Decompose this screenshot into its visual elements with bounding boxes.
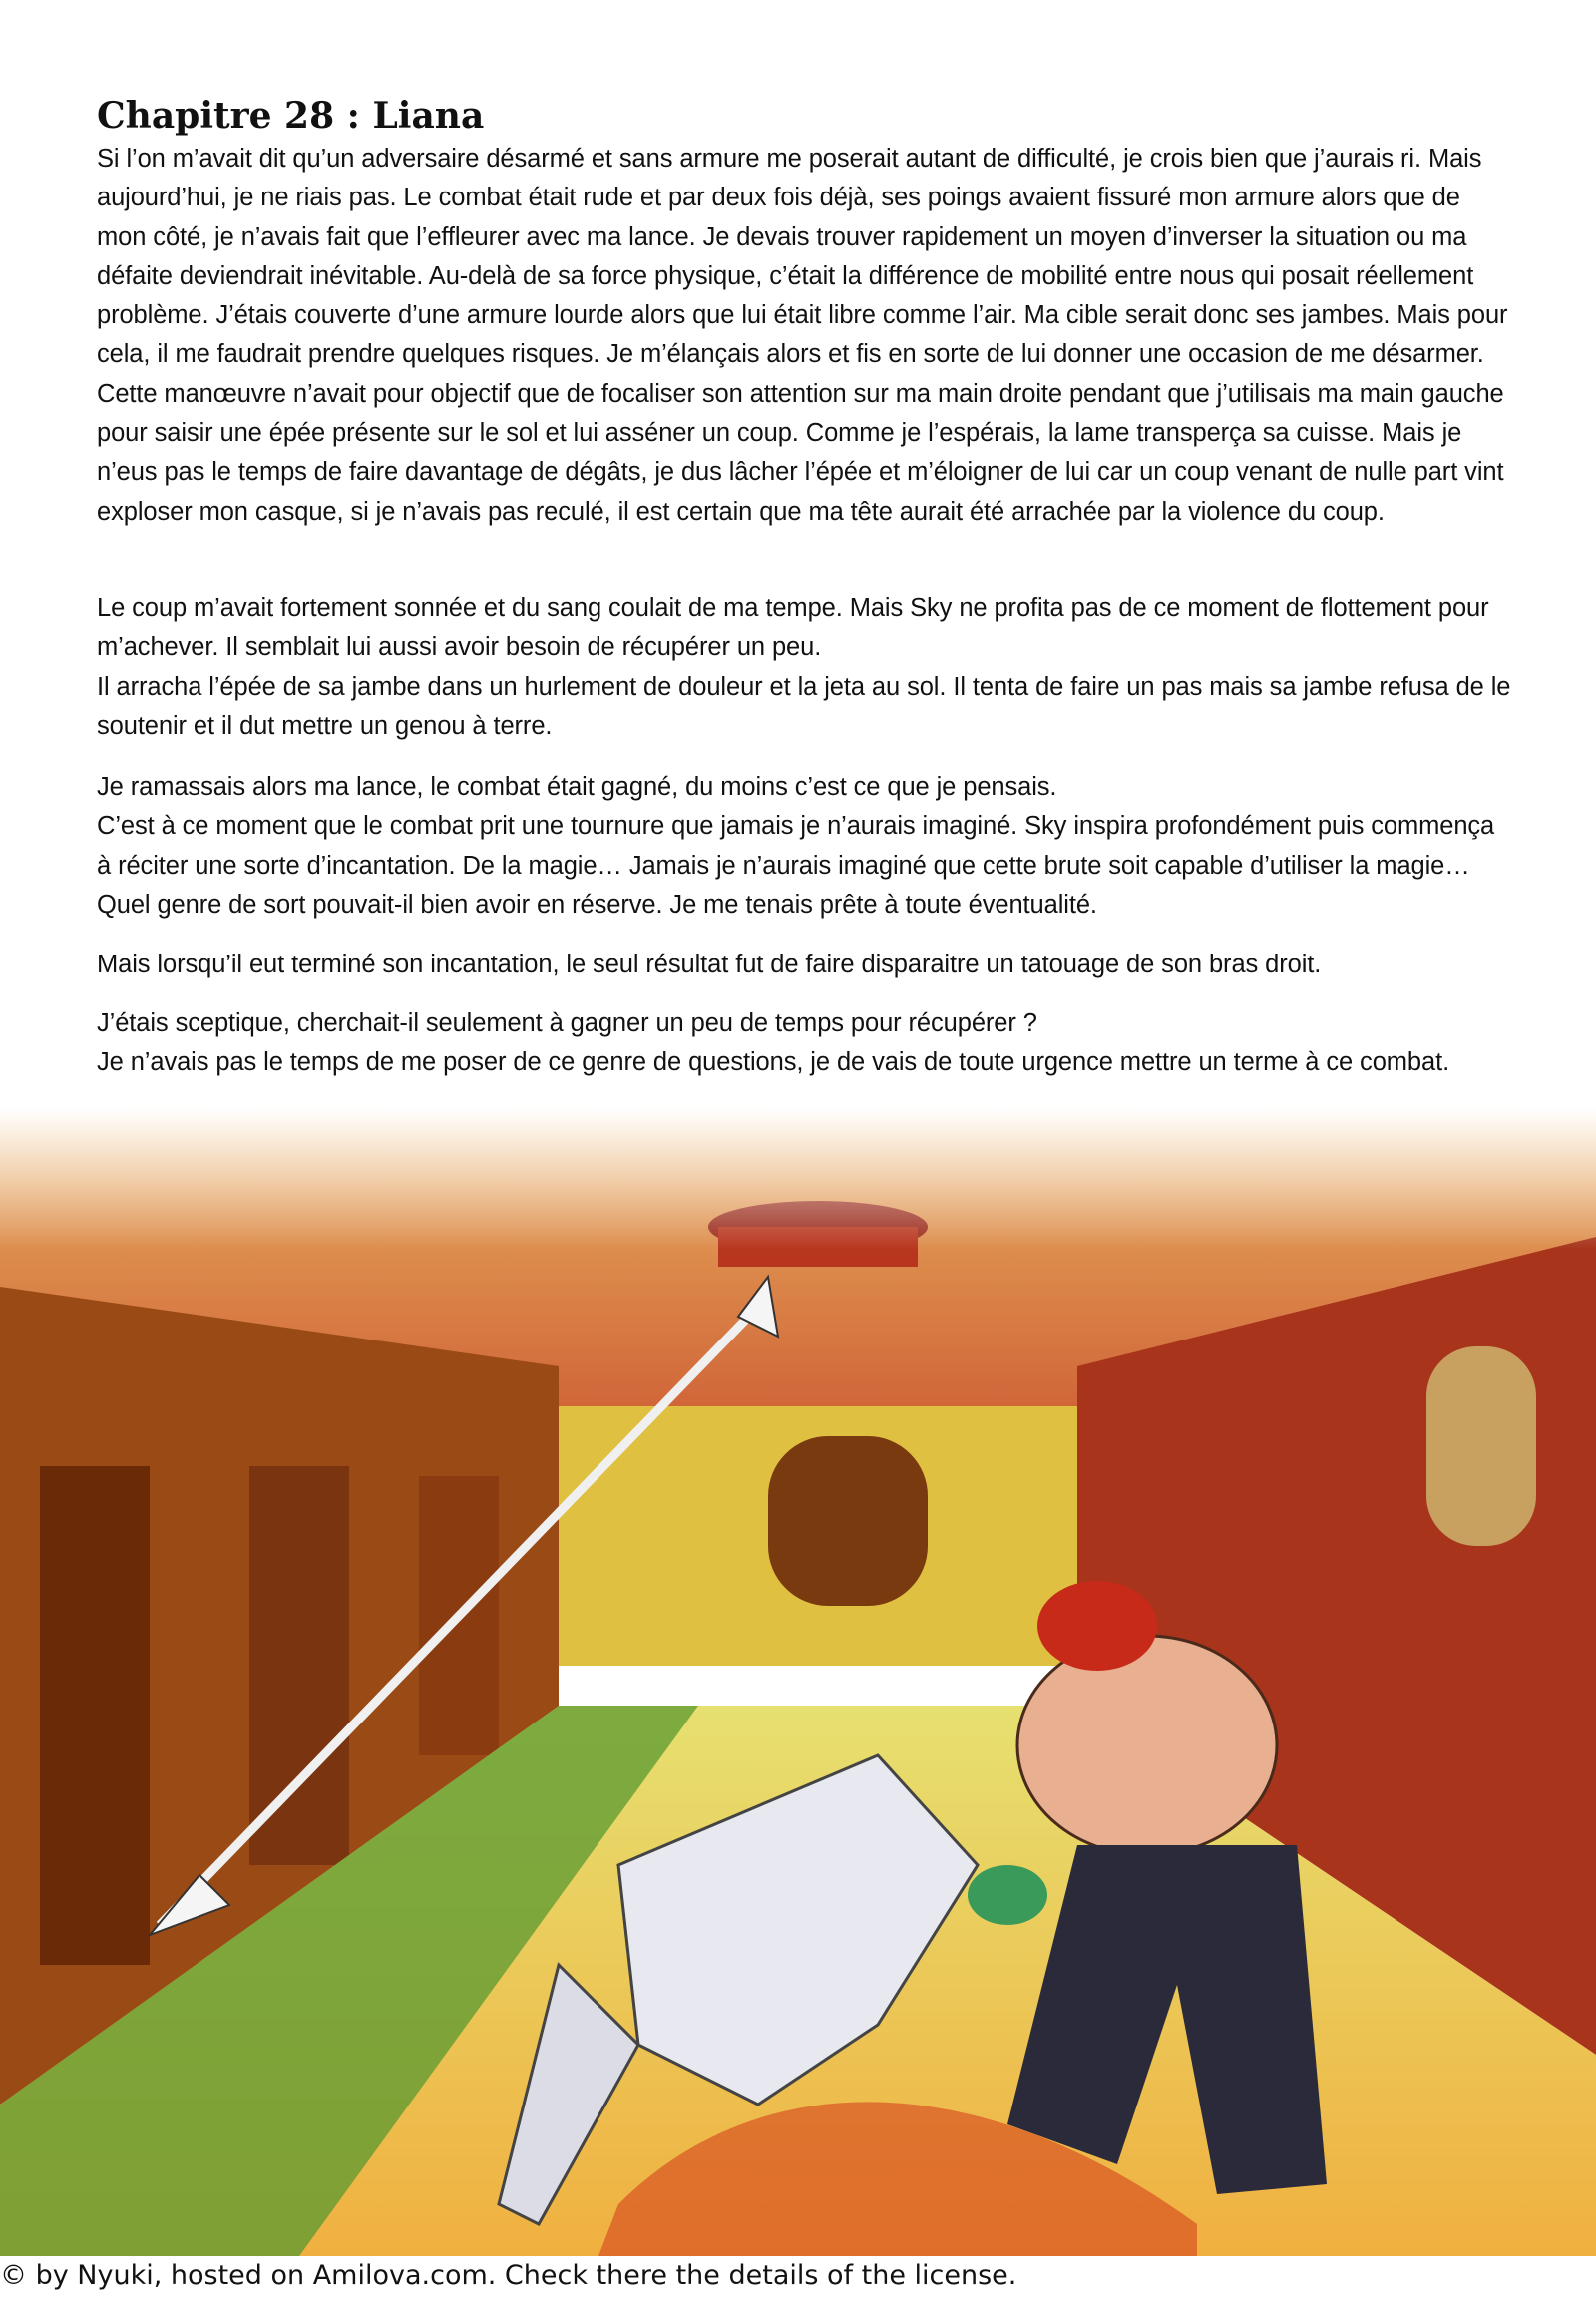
- chapter-illustration: [0, 1107, 1596, 2256]
- paragraph-2: Le coup m’avait fortement sonnée et du sang coulait de ma tempe. Mais Sky ne profita pas de ce moment de flottement pour m’achever. Il semblait lui aussi avoir besoin de récupérer un peu.: [97, 594, 1489, 662]
- red-hair: [1037, 1581, 1157, 1671]
- top-fade: [0, 1107, 1596, 1366]
- license-footer: © by Nyuki, hosted on Amilova.com. Check there the details of the license.: [0, 2256, 1596, 2296]
- paragraph-8: Je n’avais pas le temps de me poser de ce genre de questions, je de vais de toute urgence mettre un terme à ce combat.: [97, 1048, 1450, 1077]
- green-hair: [968, 1865, 1047, 1925]
- opponent-torso: [1017, 1636, 1277, 1855]
- text-block-1: [97, 140, 1513, 551]
- paragraph-5: C’est à ce moment que le combat prit une tournure que jamais je n’aurais imaginé. Sky inspira profondément puis commença à réciter une sorte d’incantation. De la magie… Jamais je n’aurais imaginé que cette brute soit capable d’utiliser la magie… Quel genre de sort pouvait-il bien avoir en réserve. Je me tenais prête à toute éventualité.: [97, 812, 1495, 919]
- text-block-5: [97, 1004, 1513, 1102]
- right-window: [1426, 1346, 1536, 1546]
- text-block-4: [97, 946, 1513, 1003]
- text-block-3: [97, 768, 1513, 944]
- chapter-title: Chapitre 28 : Liana: [97, 95, 485, 137]
- paragraph-4: Je ramassais alors ma lance, le combat était gagné, du moins c’est ce que je pensais.: [97, 773, 1057, 801]
- left-wall-door-1: [40, 1466, 150, 1965]
- paragraph-7: J’étais sceptique, cherchait-il seulement à gagner un peu de temps pour récupérer ?: [97, 1009, 1037, 1037]
- paragraph-3: Il arracha l’épée de sa jambe dans un hurlement de douleur et la jeta au sol. Il tenta de faire un pas mais sa jambe refusa de le soutenir et il dut mettre un genou à terre.: [97, 672, 1511, 740]
- paragraph-6: Mais lorsqu’il eut terminé son incantation, le seul résultat fut de faire disparaitre un tatouage de son bras droit.: [97, 951, 1322, 978]
- text-block-2: [97, 589, 1513, 765]
- left-wall-door-2: [249, 1466, 349, 1865]
- illustration-svg: [0, 1107, 1596, 2256]
- back-door: [768, 1436, 928, 1606]
- paragraph-1: Si l’on m’avait dit qu’un adversaire désarmé et sans armure me poserait autant de difficulté, je crois bien que j’aurais ri. Mais aujourd’hui, je ne riais pas. Le combat était rude et par deux fois déjà, ses poings avaient fissuré mon armure alors que de mon côté, je n’avais fait que l’effleurer avec ma lance. Je devais trouver rapidement un moyen d’inverser la situation ou ma défaite deviendrait inévitable. Au-delà de sa force physique, c’était la différence de mobilité entre nous qui posait réellement problème. J’étais couverte d’une armure lourde alors que lui était libre comme l’air. Ma cible serait donc ses jambes. Mais pour cela, il me faudrait prendre quelques risques. Je m’élançais alors et fis en sorte de lui donner une occasion de me désarmer. Cette manœuvre n’avait pour objectif que de focaliser son attention sur ma main droite pendant que j’utilisais ma main gauche pour saisir une épée présente sur le sol et lui asséner un coup. Comme je l’espérais, la lame transperça sa cuisse. Mais je n’eus pas le temps de faire davantage de dégâts, je dus lâcher l’épée et m’éloigner de lui car un coup venant de nulle part vint exploser mon casque, si je n’avais pas reculé, il est certain que ma tête aurait été arrachée par la violence du coup.: [97, 145, 1508, 526]
